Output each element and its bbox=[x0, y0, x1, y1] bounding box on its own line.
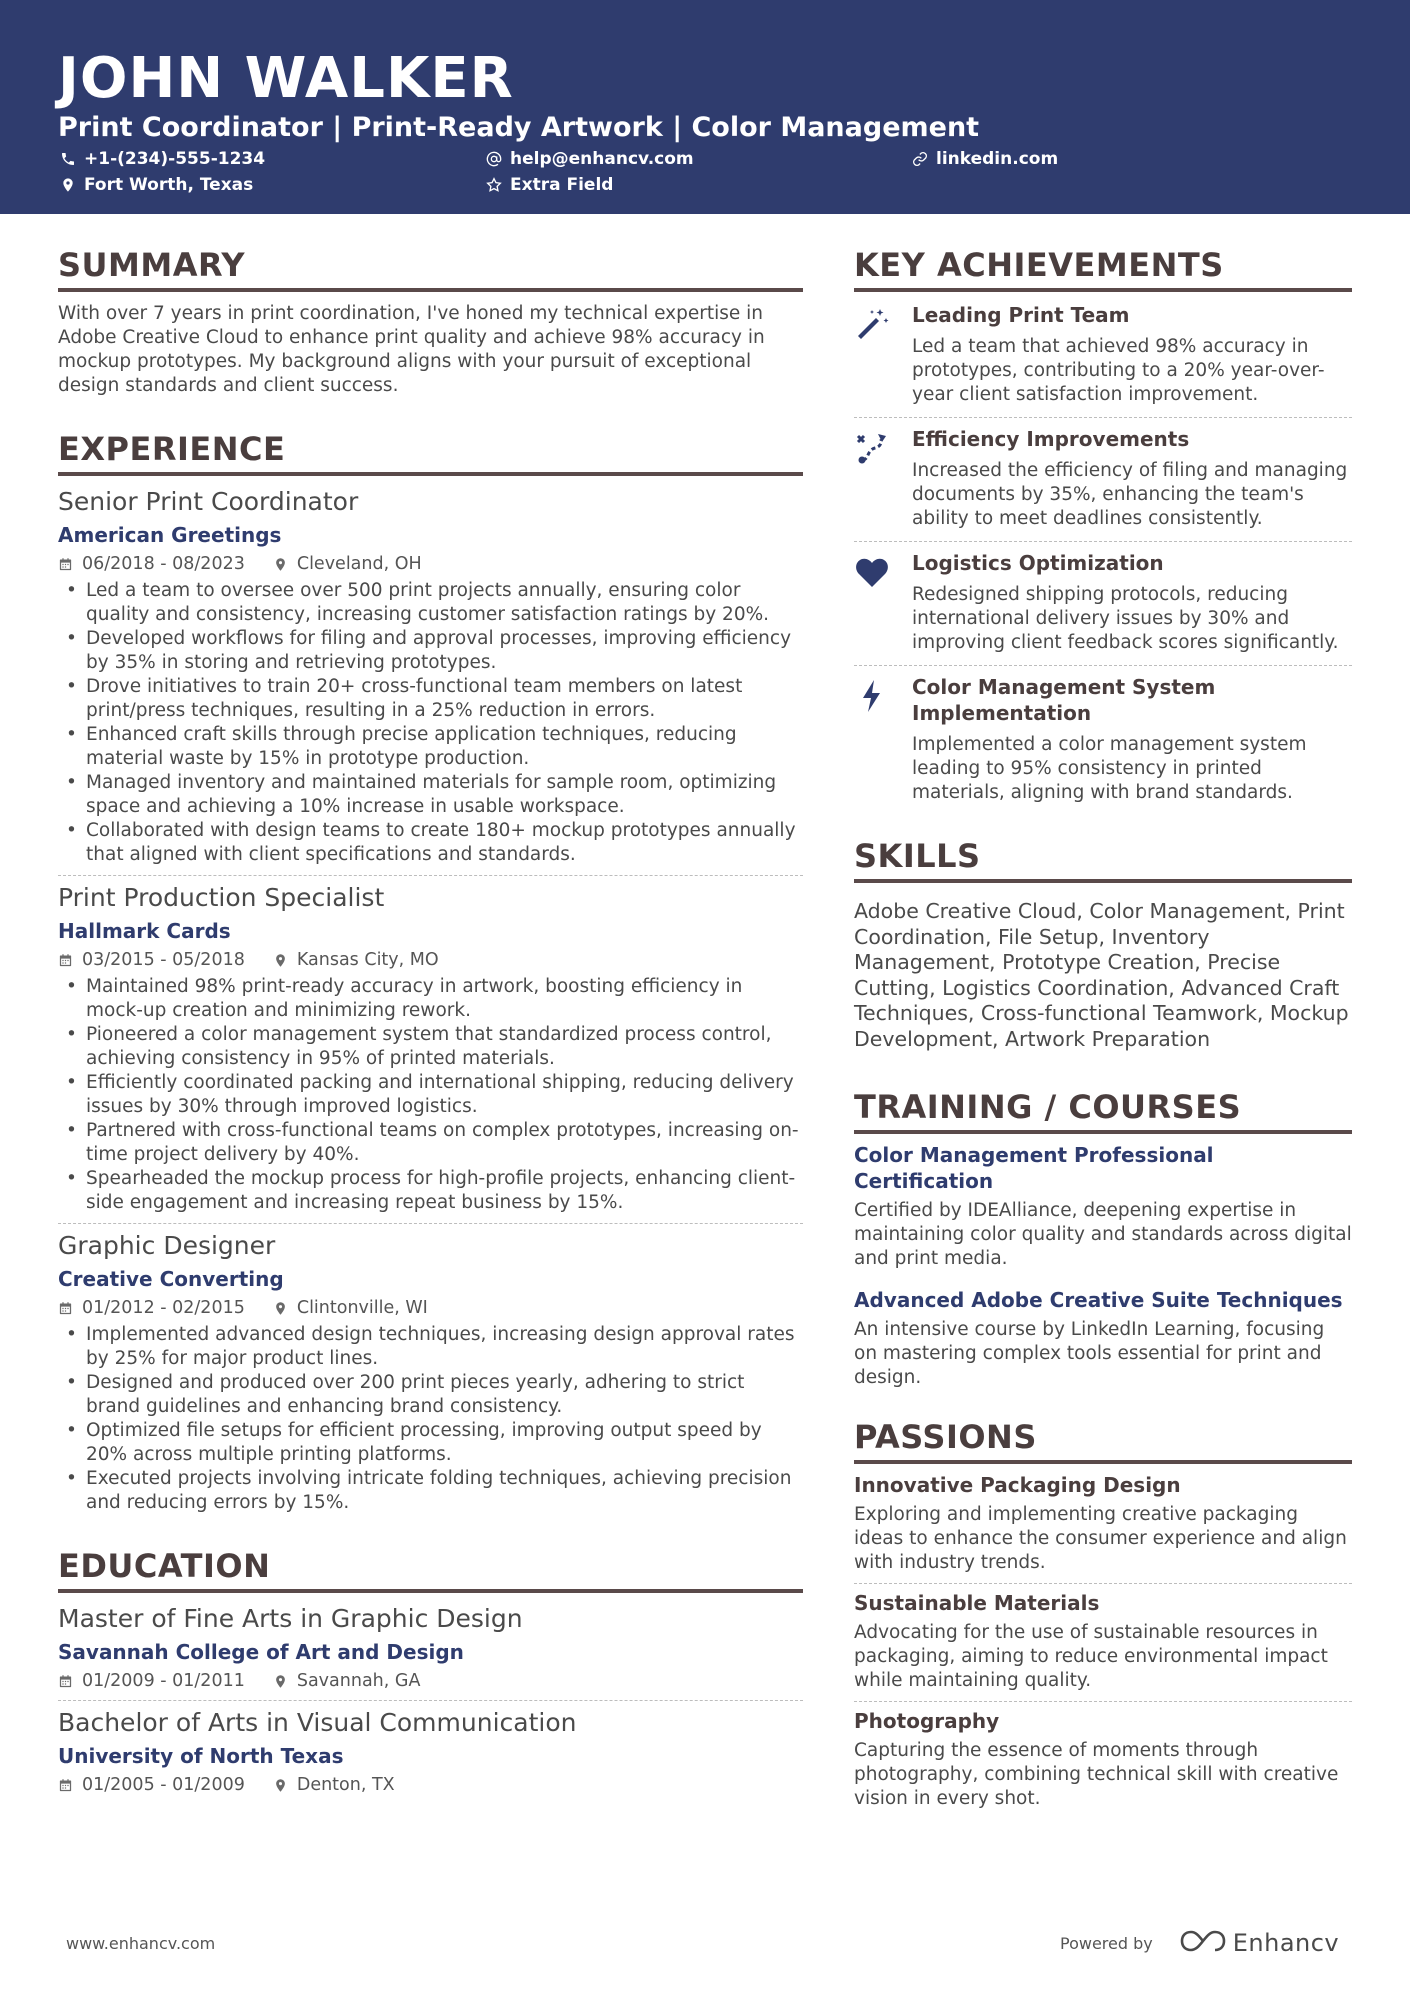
school-name: University of North Texas bbox=[58, 1744, 344, 1768]
course-title: Color Management Professional Certification bbox=[854, 1143, 1214, 1193]
passion-description: Exploring and implementing creative packaging ideas to enhance the consumer experience and align with industry trends. bbox=[854, 1504, 1347, 1573]
course-description: Certified by IDEAlliance, deepening expertise in maintaining color quality and standards across digital and print media. bbox=[854, 1200, 1352, 1269]
email-text[interactable]: help@enhancv.com bbox=[510, 149, 694, 169]
star-icon bbox=[486, 177, 502, 193]
course-item bbox=[854, 1287, 1352, 1390]
section-divider bbox=[854, 1460, 1352, 1464]
job-meta bbox=[58, 1297, 803, 1319]
education-item bbox=[58, 1707, 803, 1796]
candidate-name: JOHN WALKER bbox=[58, 46, 514, 111]
section-title: TRAINING / COURSES bbox=[854, 1088, 1242, 1126]
job-dates: 03/2015 - 05/2018 bbox=[82, 950, 245, 970]
achievement-item bbox=[854, 542, 1352, 661]
right-column bbox=[854, 244, 1352, 1811]
enhancv-logo-text: Enhancv bbox=[1232, 1929, 1340, 1957]
map-pin-icon bbox=[273, 953, 288, 968]
skills-section bbox=[854, 835, 1352, 1052]
education-meta bbox=[58, 1774, 803, 1796]
job-location: Clintonville, WI bbox=[296, 1298, 428, 1318]
section-title: KEY ACHIEVEMENTS bbox=[854, 246, 1224, 284]
passion-description: Advocating for the use of sustainable resources in packaging, aiming to reduce environmental impact while maintaining quality. bbox=[854, 1622, 1328, 1691]
at-sign-icon bbox=[486, 151, 502, 167]
passion-title: Photography bbox=[854, 1709, 1000, 1733]
contact-phone bbox=[60, 148, 265, 170]
enhancv-logo-icon bbox=[1179, 1928, 1227, 1954]
section-divider bbox=[854, 1130, 1352, 1134]
job-bullets bbox=[58, 975, 803, 1215]
job-location: Cleveland, OH bbox=[296, 554, 422, 574]
achievement-title: Logistics Optimization bbox=[912, 551, 1164, 575]
skills-list: Adobe Creative Cloud, Color Management, Print Coordination, File Setup, Inventory Management, Prototype Creation, Precise Cutting, Logistics Coordination, Advanced Craft Techniques, Cross-functional Teamwork, Mockup Development, Artwork Preparation bbox=[854, 899, 1349, 1051]
resume-header bbox=[0, 0, 1410, 214]
bullet-item: • Optimized file setups for efficient processing, improving output speed by 20% across multiple printing platforms. bbox=[58, 1419, 803, 1467]
bullet-item: • Collaborated with design teams to create 180+ mockup prototypes annually that aligned with client specifications and standards. bbox=[58, 819, 803, 867]
achievement-item bbox=[854, 418, 1352, 537]
calendar-icon bbox=[58, 1301, 73, 1316]
item-divider bbox=[58, 1700, 803, 1701]
item-divider bbox=[854, 1583, 1352, 1584]
achievement-title: Efficiency Improvements bbox=[912, 427, 1190, 451]
job-meta bbox=[58, 949, 803, 971]
bullet-item: • Partnered with cross-functional teams on complex prototypes, increasing on-time project delivery by 40%. bbox=[58, 1119, 803, 1167]
section-title: EXPERIENCE bbox=[58, 430, 286, 468]
item-divider bbox=[854, 1701, 1352, 1702]
passions-section bbox=[854, 1416, 1352, 1811]
contact-extra bbox=[486, 174, 613, 196]
calendar-icon bbox=[58, 1778, 73, 1793]
achievement-description: Redesigned shipping protocols, reducing international delivery issues by 30% and improving client feedback scores significantly. bbox=[912, 584, 1339, 653]
achievement-description: Led a team that achieved 98% accuracy in prototypes, contributing to a 20% year-over-year client satisfaction improvement. bbox=[912, 336, 1325, 405]
experience-item bbox=[58, 1230, 803, 1515]
section-divider bbox=[58, 472, 803, 476]
job-meta bbox=[58, 553, 803, 575]
powered-by-label: Powered by bbox=[1060, 1933, 1153, 1953]
bullet-item: • Efficiently coordinated packing and international shipping, reducing delivery issues by 30% through improved logistics. bbox=[58, 1071, 803, 1119]
summary-text: With over 7 years in print coordination, I've honed my technical expertise in Adobe Creative Cloud to enhance print quality and achieve 98% accuracy in mockup prototypes. My background aligns with your pursuit of exceptional design standards and client success. bbox=[58, 303, 765, 396]
job-title: Senior Print Coordinator bbox=[58, 487, 359, 516]
section-title: SUMMARY bbox=[58, 246, 246, 284]
bullet-item: • Led a team to oversee over 500 print projects annually, ensuring color quality and consistency, increasing customer satisfaction ratings by 20%. bbox=[58, 579, 803, 627]
section-divider bbox=[58, 288, 803, 292]
education-dates: 01/2009 - 01/2011 bbox=[82, 1671, 245, 1691]
left-column bbox=[58, 244, 803, 1796]
course-title: Advanced Adobe Creative Suite Techniques bbox=[854, 1288, 1343, 1312]
achievement-title: Leading Print Team bbox=[912, 303, 1130, 327]
section-divider bbox=[854, 288, 1352, 292]
passion-title: Innovative Packaging Design bbox=[854, 1473, 1181, 1497]
bullet-item: • Enhanced craft skills through precise application techniques, reducing material waste by 15% in prototype production. bbox=[58, 723, 803, 771]
job-title: Print Production Specialist bbox=[58, 883, 385, 912]
achievement-description: Implemented a color management system leading to 95% consistency in printed materials, aligning with brand standards. bbox=[912, 734, 1307, 803]
section-title: SKILLS bbox=[854, 837, 981, 875]
passion-item bbox=[854, 1590, 1352, 1693]
education-location: Savannah, GA bbox=[296, 1671, 421, 1691]
bullet-item: • Managed inventory and maintained materials for sample room, optimizing space and achieving a 10% increase in usable workspace. bbox=[58, 771, 803, 819]
summary-section bbox=[58, 244, 803, 398]
bullet-item: • Drove initiatives to train 20+ cross-functional team members on latest print/press techniques, resulting in a 25% reduction in errors. bbox=[58, 675, 803, 723]
bullet-item: • Spearheaded the mockup process for high-profile projects, enhancing client-side engagement and increasing repeat business by 15%. bbox=[58, 1167, 803, 1215]
section-title: PASSIONS bbox=[854, 1418, 1037, 1456]
calendar-icon bbox=[58, 953, 73, 968]
calendar-icon bbox=[58, 1674, 73, 1689]
calendar-icon bbox=[58, 557, 73, 572]
degree-title: Master of Fine Arts in Graphic Design bbox=[58, 1604, 523, 1633]
education-location: Denton, TX bbox=[296, 1775, 395, 1795]
school-name: Savannah College of Art and Design bbox=[58, 1640, 464, 1664]
job-bullets bbox=[58, 579, 803, 867]
contact-location bbox=[60, 174, 253, 196]
footer-website[interactable]: www.enhancv.com bbox=[66, 1934, 216, 1953]
item-divider bbox=[58, 1223, 803, 1224]
contact-email[interactable] bbox=[486, 148, 694, 170]
job-dates: 06/2018 - 08/2023 bbox=[82, 554, 245, 574]
achievement-description: Increased the efficiency of filing and managing documents by 35%, enhancing the team's ability to meet deadlines consistently. bbox=[912, 460, 1348, 529]
map-pin-icon bbox=[273, 1301, 288, 1316]
course-description: An intensive course by LinkedIn Learning, focusing on mastering complex tools essential for print and design. bbox=[854, 1319, 1325, 1388]
education-item bbox=[58, 1603, 803, 1692]
company-name: American Greetings bbox=[58, 523, 282, 547]
education-section bbox=[58, 1545, 803, 1796]
section-divider bbox=[58, 1589, 803, 1593]
bullet-item: • Maintained 98% print-ready accuracy in artwork, boosting efficiency in mock-up creation and minimizing rework. bbox=[58, 975, 803, 1023]
route-icon bbox=[854, 430, 890, 466]
candidate-headline: Print Coordinator | Print-Ready Artwork | Color Management bbox=[58, 112, 980, 143]
job-title: Graphic Designer bbox=[58, 1231, 276, 1260]
passion-description: Capturing the essence of moments through photography, combining technical skill with creative vision in every shot. bbox=[854, 1740, 1339, 1809]
magic-wand-icon bbox=[854, 306, 890, 342]
linkedin-text[interactable]: linkedin.com bbox=[936, 149, 1059, 169]
bullet-item: • Developed workflows for filing and approval processes, improving efficiency by 35% in storing and retrieving prototypes. bbox=[58, 627, 803, 675]
company-name: Hallmark Cards bbox=[58, 919, 231, 943]
training-section bbox=[854, 1086, 1352, 1390]
passion-title: Sustainable Materials bbox=[854, 1591, 1100, 1615]
link-icon bbox=[912, 151, 928, 167]
passion-item bbox=[854, 1708, 1352, 1811]
course-item bbox=[854, 1142, 1352, 1271]
map-pin-icon bbox=[60, 177, 76, 193]
job-dates: 01/2012 - 02/2015 bbox=[82, 1298, 245, 1318]
item-divider bbox=[58, 875, 803, 876]
contact-linkedin[interactable] bbox=[912, 148, 1058, 170]
bullet-item: • Implemented advanced design techniques, increasing design approval rates by 25% for major product lines. bbox=[58, 1323, 803, 1371]
passion-item bbox=[854, 1472, 1352, 1575]
experience-section bbox=[58, 428, 803, 1515]
job-bullets bbox=[58, 1323, 803, 1515]
extra-text: Extra Field bbox=[510, 175, 614, 195]
bullet-item: • Designed and produced over 200 print pieces yearly, adhering to strict brand guidelines and enhancing brand consistency. bbox=[58, 1371, 803, 1419]
section-divider bbox=[854, 879, 1352, 883]
phone-text: +1-(234)-555-1234 bbox=[84, 149, 266, 169]
job-location: Kansas City, MO bbox=[296, 950, 439, 970]
heart-icon bbox=[854, 554, 890, 590]
footer-branding bbox=[1060, 1928, 1339, 1958]
achievement-title: Color Management System Implementation bbox=[912, 675, 1216, 725]
experience-item bbox=[58, 486, 803, 867]
map-pin-icon bbox=[273, 557, 288, 572]
map-pin-icon bbox=[273, 1778, 288, 1793]
achievement-item bbox=[854, 666, 1352, 811]
education-dates: 01/2005 - 01/2009 bbox=[82, 1775, 245, 1795]
section-title: EDUCATION bbox=[58, 1547, 271, 1585]
education-meta bbox=[58, 1670, 803, 1692]
map-pin-icon bbox=[273, 1674, 288, 1689]
bullet-item: • Pioneered a color management system that standardized process control, achieving consistency in 95% of printed materials. bbox=[58, 1023, 803, 1071]
bullet-item: • Executed projects involving intricate folding techniques, achieving precision and reducing errors by 15%. bbox=[58, 1467, 803, 1515]
location-text: Fort Worth, Texas bbox=[84, 175, 254, 195]
lightning-bolt-icon bbox=[854, 678, 890, 714]
phone-icon bbox=[60, 151, 76, 167]
degree-title: Bachelor of Arts in Visual Communication bbox=[58, 1708, 577, 1737]
company-name: Creative Converting bbox=[58, 1267, 284, 1291]
achievements-section bbox=[854, 244, 1352, 811]
achievement-item bbox=[854, 294, 1352, 413]
experience-item bbox=[58, 882, 803, 1215]
